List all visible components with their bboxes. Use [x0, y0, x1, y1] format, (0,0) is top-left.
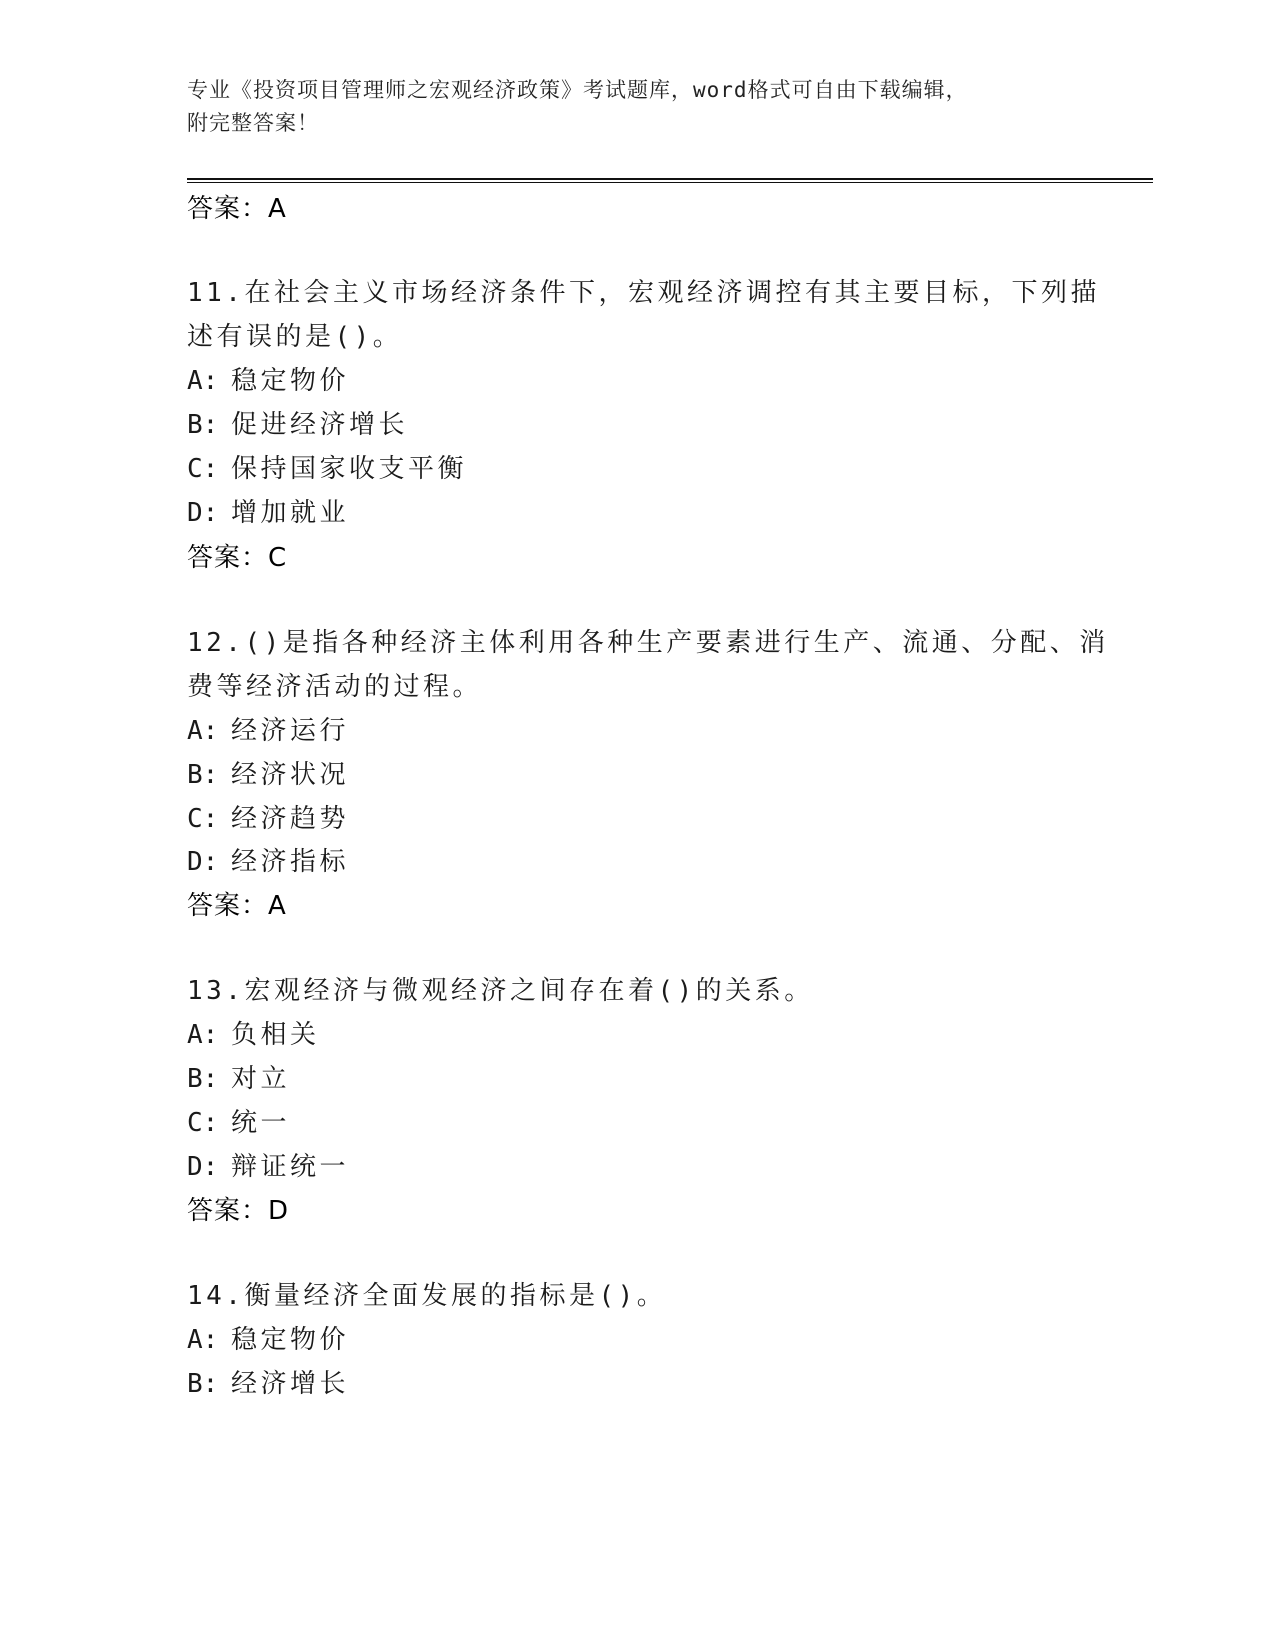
option-letter: A:: [187, 1325, 219, 1355]
option-letter: B:: [187, 1369, 219, 1399]
question-11-option-d: [187, 492, 349, 529]
option-letter: C:: [187, 804, 219, 834]
question-11-option-c: [187, 448, 467, 485]
option-text: 稳定物价: [231, 1325, 350, 1355]
option-text: 经济状况: [231, 760, 350, 790]
option-text: 负相关: [231, 1020, 320, 1050]
question-12-stem-line-1: 12.()是指各种经济主体利用各种生产要素进行生产、流通、分配、消: [187, 628, 1109, 658]
question-11-option-b: [187, 404, 408, 441]
question-13-answer: 答案：D: [187, 1196, 290, 1226]
option-letter: D:: [187, 847, 219, 877]
option-text: 稳定物价: [231, 366, 350, 396]
question-14-stem-line-1: 14.衡量经济全面发展的指标是()。: [187, 1281, 667, 1311]
question-11-option-a: [187, 360, 349, 397]
option-text: 辩证统一: [231, 1152, 350, 1182]
option-letter: D:: [187, 1152, 219, 1182]
header-divider-thin: [187, 182, 1153, 183]
question-11-answer: 答案：C: [187, 543, 288, 573]
option-letter: D:: [187, 498, 219, 528]
option-text: 统一: [231, 1108, 291, 1138]
question-13-option-b: [187, 1058, 290, 1095]
question-12-option-a: [187, 710, 349, 747]
question-12-option-d: [187, 841, 349, 878]
header-divider-thick: [187, 178, 1153, 180]
question-12-option-c: [187, 798, 349, 835]
question-11-stem-line-2: 述有误的是()。: [187, 322, 403, 352]
previous-answer: 答案：A: [187, 194, 287, 224]
header-line-2: 附完整答案！: [187, 111, 319, 135]
option-letter: A:: [187, 716, 219, 746]
option-text: 对立: [231, 1064, 291, 1094]
header-line-1: 专业《投资项目管理师之宏观经济政策》考试题库，word格式可自由下载编辑，: [187, 78, 968, 102]
option-text: 增加就业: [231, 498, 350, 528]
question-12-option-b: [187, 754, 349, 791]
option-text: 促进经济增长: [231, 410, 409, 440]
option-letter: C:: [187, 454, 219, 484]
question-13-stem-line-1: 13.宏观经济与微观经济之间存在着()的关系。: [187, 976, 814, 1006]
question-13-option-a: [187, 1014, 320, 1051]
question-12-answer: 答案：A: [187, 891, 287, 921]
option-letter: B:: [187, 410, 219, 440]
option-text: 经济指标: [231, 847, 350, 877]
question-12-stem-line-2: 费等经济活动的过程。: [187, 672, 483, 702]
option-text: 经济趋势: [231, 804, 350, 834]
option-letter: A:: [187, 366, 219, 396]
question-11-stem-line-1: 11.在社会主义市场经济条件下，宏观经济调控有其主要目标，下列描: [187, 278, 1100, 308]
option-letter: B:: [187, 1064, 219, 1094]
question-14-option-b: [187, 1363, 349, 1400]
option-letter: B:: [187, 760, 219, 790]
option-text: 保持国家收支平衡: [231, 454, 468, 484]
question-13-option-d: [187, 1146, 349, 1183]
document-header: [187, 74, 1087, 140]
question-14-option-a: [187, 1319, 349, 1356]
option-text: 经济运行: [231, 716, 350, 746]
option-letter: C:: [187, 1108, 219, 1138]
option-text: 经济增长: [231, 1369, 350, 1399]
option-letter: A:: [187, 1020, 219, 1050]
question-13-option-c: [187, 1102, 290, 1139]
